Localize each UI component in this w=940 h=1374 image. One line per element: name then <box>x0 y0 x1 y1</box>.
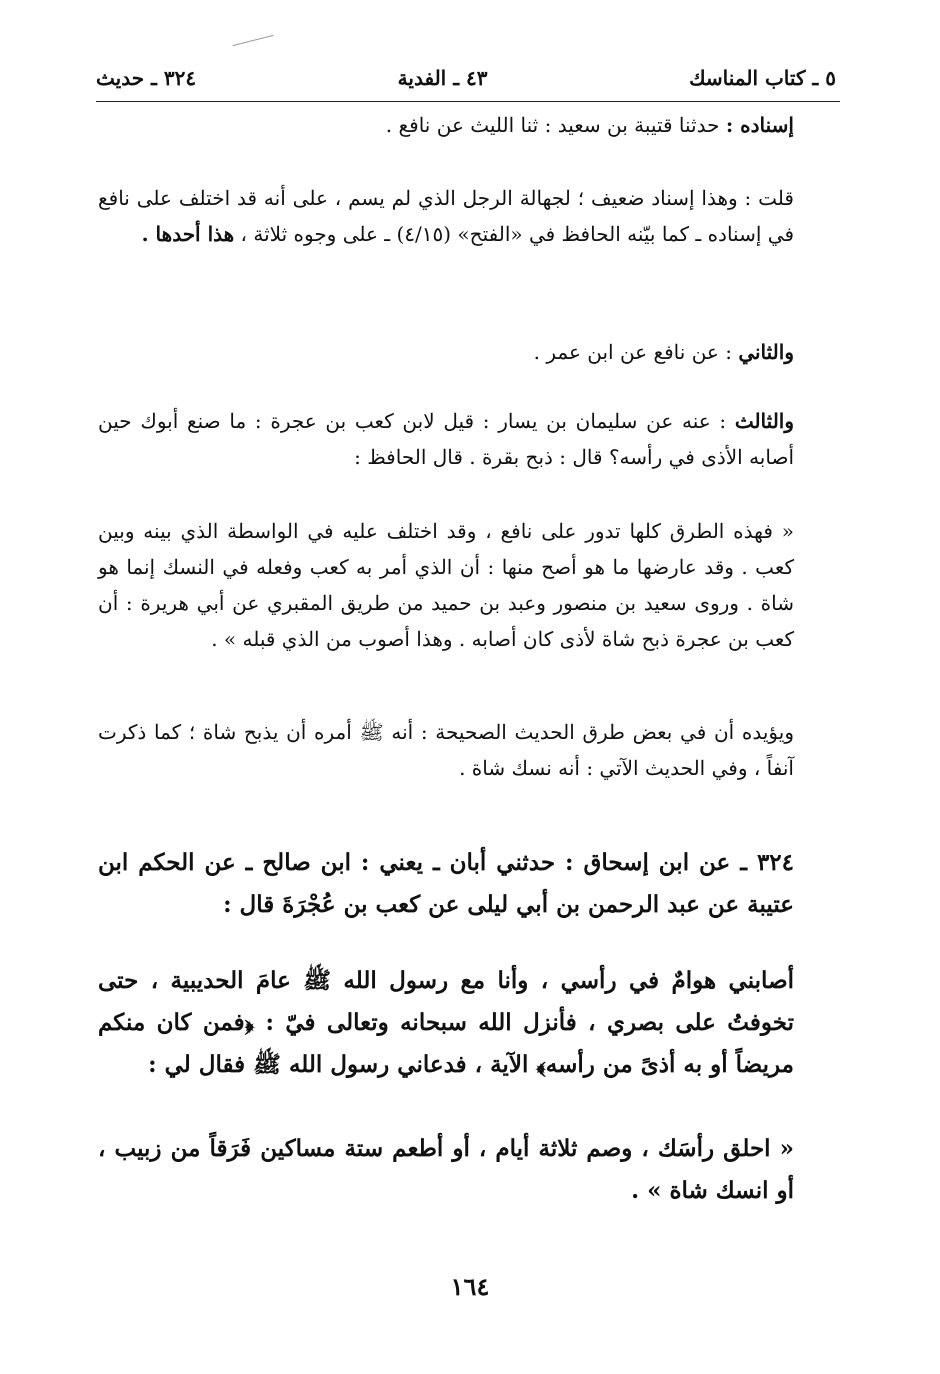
paragraph-text: قلت : وهذا إسناد ضعيف ؛ لجهالة الرجل الذي لم يسم ، على أنه قد اختلف على نافع في إسناده ـ كما بيّنه الحافظ في «الفتح» (٤/١٥) ـ على وجوه ثلاثة ، <box>98 186 794 246</box>
hadith-text: أصابني هوامٌ في رأسي ، وأنا مع رسول الله ﷺ عامَ الحديبية ، حتى تخوفتُ على بصري ، فأنزل الله سبحانه وتعالى فيّ : ﴿فمن كان منكم مريضاً أو به أذىً من رأسه﴾ الآية ، فدعاني رسول الله ﷺ فقال لي : <box>98 967 794 1078</box>
page-number: ١٦٤ <box>450 1272 490 1301</box>
hadith-chain: ٣٢٤ ـ عن ابن إسحاق : حدثني أبان ـ يعني : ابن صالح ـ عن الحكم ابن عتيبة عن عبد الرحمن بن أبي ليلى عن كعب بن عُجْرَةَ قال : <box>98 849 794 918</box>
paragraph-third-way <box>98 403 794 475</box>
running-header <box>96 66 836 100</box>
paragraph-text: حدثنا قتيبة بن سعيد : ثنا الليث عن نافع . <box>385 113 726 137</box>
paragraph-lead: والثاني <box>738 340 794 364</box>
paragraph-second-way <box>98 334 794 370</box>
header-book-title: ٥ ـ كتاب المناسك <box>689 66 836 90</box>
header-hadith-number: ٣٢٤ ـ حديث <box>96 66 197 90</box>
paragraph-lead: إسناده : <box>725 113 794 137</box>
paragraph-comment <box>98 180 794 252</box>
paragraph-text: : عنه عن سليمان بن يسار : قيل لابن كعب بن عجرة : ما صنع أبوك حين أصابه الأذى في رأسه؟ قال : ذبح بقرة . قال الحافظ : <box>98 409 794 469</box>
header-chapter-title: ٤٣ ـ الفدية <box>397 66 488 90</box>
hadith-command: « احلق رأسَك ، وصم ثلاثة أيام ، أو أطعم ستة مساكين فَرَقاً من زبيب ، أو انسك شاة » . <box>98 1135 794 1204</box>
paragraph-lead: والثالث <box>734 409 794 433</box>
scan-mark <box>233 35 274 46</box>
header-divider <box>96 101 840 102</box>
paragraph-support: ويؤيده أن في بعض طرق الحديث الصحيحة : أنه ﷺ أمره أن يذبح شاة ؛ كما ذكرت آنفاً ، وفي الحديث الآتي : أنه نسك شاة . <box>98 720 794 780</box>
paragraph-tail: هذا أحدها . <box>141 222 235 246</box>
paragraph-text: : عن نافع عن ابن عمر . <box>533 340 739 364</box>
paragraph-isnad <box>98 107 794 143</box>
paragraph-hafiz-quote: « فهذه الطرق كلها تدور على نافع ، وقد اختلف عليه في الواسطة الذي بينه وبين كعب . وقد عارضها ما هو أصح منها : أن الذي أمر به كعب وفعله في النسك إنما هو شاة . وروى سعيد بن منصور وعبد بن حميد من طريق المقبري عن أبي هريرة : أن كعب بن عجرة ذبح شاة لأذى كان أصابه . وهذا أصوب من الذي قبله » . <box>98 519 794 651</box>
